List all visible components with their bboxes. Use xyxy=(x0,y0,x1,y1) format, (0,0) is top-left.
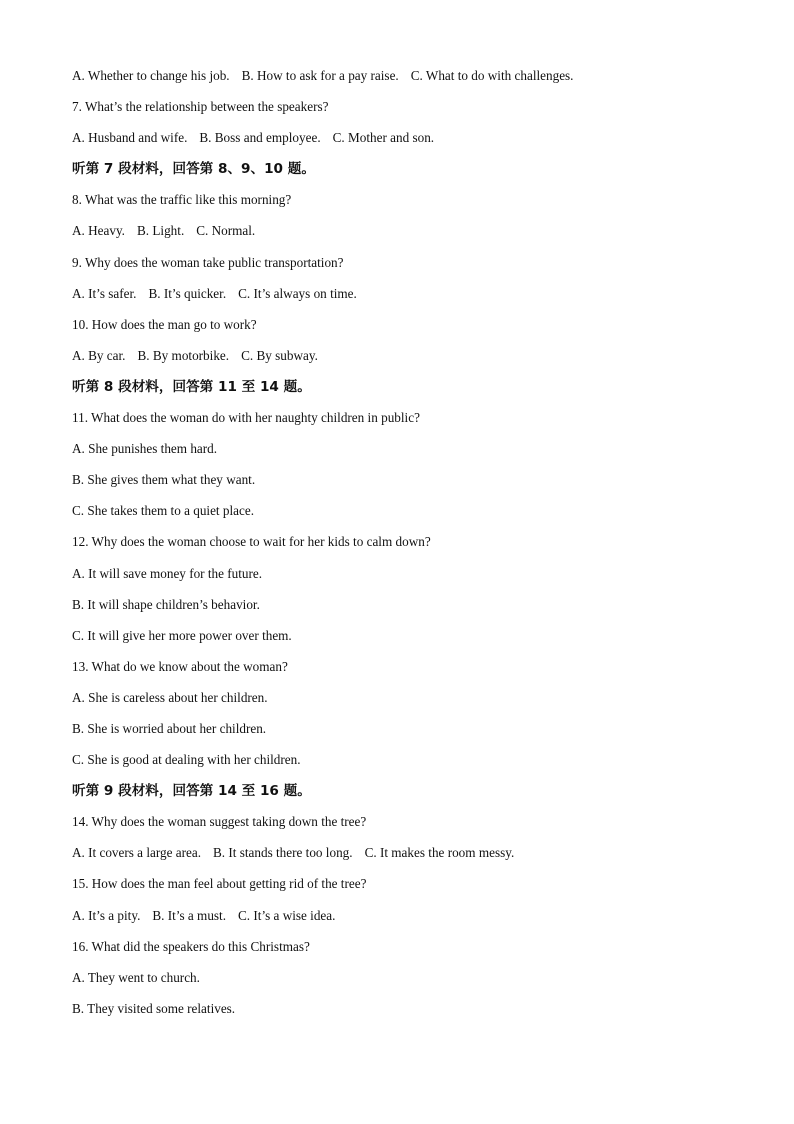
question-text: 12. Why does the woman choose to wait for her kids to calm down? xyxy=(72,534,431,550)
question-text: 16. What did the speakers do this Christmas? xyxy=(72,938,310,954)
option-text: C. Normal. xyxy=(196,223,256,239)
option-row xyxy=(72,843,762,874)
option-row xyxy=(72,906,762,937)
option-row xyxy=(72,128,762,159)
option-text: B. She is worried about her children. xyxy=(72,720,267,736)
option-text: A. It’s a pity. xyxy=(72,907,141,923)
option-text: A. It covers a large area. xyxy=(72,845,201,861)
section-heading: 听第 8 段材料，回答第 11 至 14 题。 xyxy=(72,378,311,395)
option-text: C. She takes them to a quiet place. xyxy=(72,503,255,519)
option-text: C. Mother and son. xyxy=(332,130,435,146)
question-text: 8. What was the traffic like this morning? xyxy=(72,192,292,208)
question-text: 11. What does the woman do with her naughty children in public? xyxy=(72,410,420,426)
option-text: B. She gives them what they want. xyxy=(72,472,256,488)
option-text: A. By car. xyxy=(72,347,126,363)
option-text: C. It makes the room messy. xyxy=(364,845,515,861)
option-row xyxy=(72,66,762,97)
option-text: A. Husband and wife. xyxy=(72,130,188,146)
section-heading: 听第 9 段材料，回答第 14 至 16 题。 xyxy=(72,783,311,800)
option-text: B. It will shape children’s behavior. xyxy=(72,596,260,612)
question-text: 9. Why does the woman take public transportation? xyxy=(72,254,344,270)
option-text: A. They went to church. xyxy=(72,969,200,985)
option-text: C. By subway. xyxy=(241,347,318,363)
question-text: 14. Why does the woman suggest taking down the tree? xyxy=(72,814,367,830)
option-text: C. What to do with challenges. xyxy=(410,68,574,83)
option-text: B. Light. xyxy=(136,223,185,239)
option-text: A. Heavy. xyxy=(72,223,125,239)
option-text: A. She is careless about her children. xyxy=(72,689,268,705)
option-text: B. It’s a must. xyxy=(152,907,227,923)
question-text: 7. What’s the relationship between the speakers? xyxy=(72,99,329,115)
option-text: B. It’s quicker. xyxy=(148,285,227,301)
option-text: B. They visited some relatives. xyxy=(72,1000,236,1016)
option-text: B. How to ask for a pay raise. xyxy=(241,68,399,83)
option-text: C. It will give her more power over them. xyxy=(72,627,292,643)
document-page xyxy=(72,66,762,1030)
option-row xyxy=(72,346,762,377)
question-text: 10. How does the man go to work? xyxy=(72,316,257,332)
option-text: C. It’s always on time. xyxy=(238,285,357,301)
option-text: C. It’s a wise idea. xyxy=(238,907,336,923)
section-heading: 听第 7 段材料，回答第 8、9、10 题。 xyxy=(72,161,315,178)
option-row xyxy=(72,221,762,252)
option-text: B. It stands there too long. xyxy=(213,845,353,861)
question-text: 13. What do we know about the woman? xyxy=(72,658,288,674)
option-text: B. By motorbike. xyxy=(137,347,230,363)
option-text: A. She punishes them hard. xyxy=(72,441,218,457)
option-row xyxy=(72,284,762,315)
option-text: B. Boss and employee. xyxy=(199,130,321,146)
option-text: A. It’s safer. xyxy=(72,285,137,301)
question-text: 15. How does the man feel about getting rid of the tree? xyxy=(72,876,367,892)
option-text: A. It will save money for the future. xyxy=(72,565,263,581)
option-text: A. Whether to change his job. xyxy=(72,68,230,83)
option-text: C. She is good at dealing with her children. xyxy=(72,752,301,768)
